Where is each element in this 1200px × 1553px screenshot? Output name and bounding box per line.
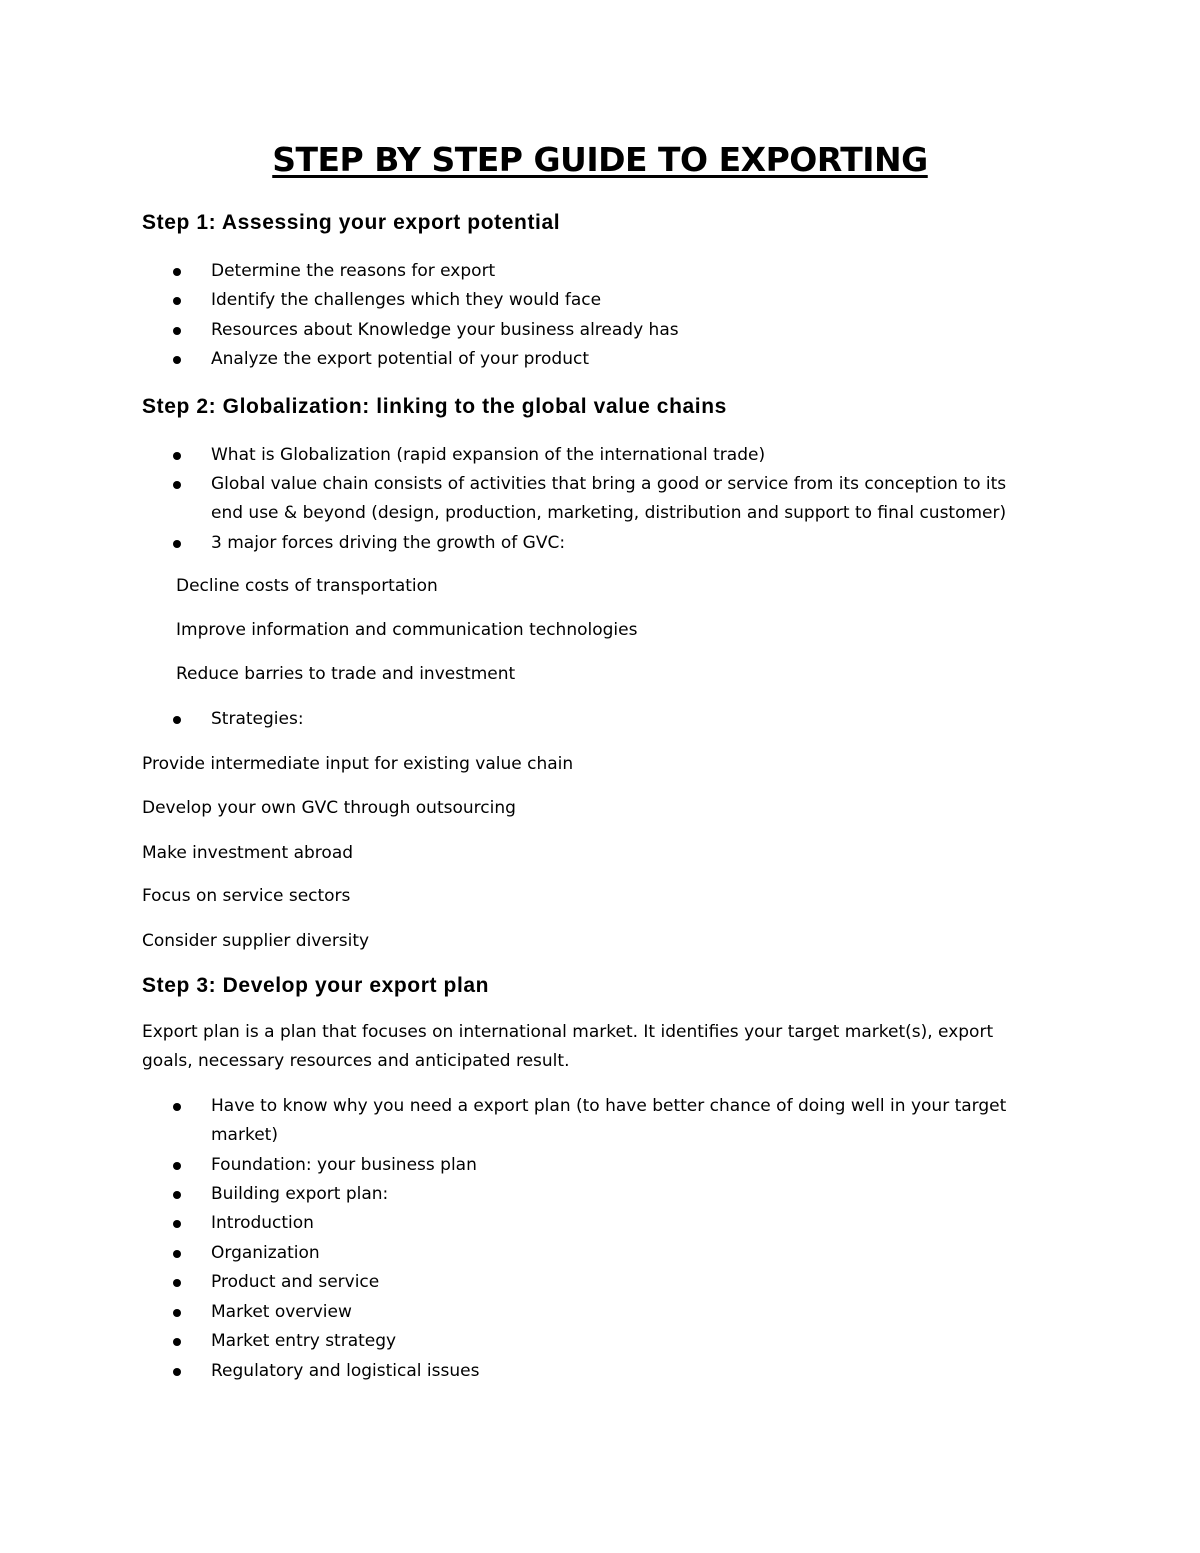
- bullet-icon: [173, 327, 181, 335]
- bullet-icon: [173, 1162, 181, 1170]
- paragraph-line: goals, necessary resources and anticipated result.: [142, 1051, 570, 1071]
- strategy-item: Make investment abroad: [142, 843, 354, 863]
- list-item-continuation: end use & beyond (design, production, marketing, distribution and support to final customer): [211, 503, 1007, 523]
- document-page: STEP BY STEP GUIDE TO EXPORTING Step 1: Assessing your export potential Determine the reasons for export Identify the challenges which they would face Resources about Knowledge your business already has Analyze the export potential of your product Step 2: Globalization: linking to the global value chains What is Globalization (rapid expansion of the international trade) Global value chain consists of activities that bring a good or service from its conception to its end use & beyond (design, production, marketing, distribution and support to final customer) 3 major forces driving the growth of GVC: Decline costs of transportation Improve information and communication technologies Reduce barries to trade and investment Strategies: Provide intermediate input for existing value chain Develop your own GVC through outsourcing Make investment abroad Focus on service sectors Consider supplier diversity Step 3: Develop your export plan Export plan is a plan that focuses on international market. It identifies your target market(s), export goals, necessary resources and anticipated result. Have to know why you need a export plan (to have better chance of doing well in your target market) Foundation: your business plan Building export plan: Introduction Organization Product and service Market overview Market entry strategy Regulatory and logistical issues: [0, 0, 1200, 1553]
- step-1-heading: Step 1: Assessing your export potential: [142, 211, 561, 234]
- bullet-icon: [173, 297, 181, 305]
- list-item-continuation: market): [211, 1125, 278, 1145]
- bullet-icon: [173, 1103, 181, 1111]
- bullet-icon: [173, 1338, 181, 1346]
- bullet-icon: [173, 1279, 181, 1287]
- step-2-heading: Step 2: Globalization: linking to the global value chains: [142, 395, 727, 418]
- strategy-item: Focus on service sectors: [142, 886, 351, 906]
- bullet-icon: [173, 356, 181, 364]
- step-3-heading: Step 3: Develop your export plan: [142, 974, 490, 997]
- strategy-item: Develop your own GVC through outsourcing: [142, 798, 516, 818]
- bullet-icon: [173, 268, 181, 276]
- bullet-icon: [173, 1191, 181, 1199]
- document-title: STEP BY STEP GUIDE TO EXPORTING: [272, 140, 928, 179]
- paragraph-line: Export plan is a plan that focuses on international market. It identifies your target market(s), export: [142, 1022, 994, 1042]
- strategy-item: Provide intermediate input for existing value chain: [142, 754, 574, 774]
- bullet-icon: [173, 481, 181, 489]
- force-item: Reduce barries to trade and investment: [176, 664, 516, 684]
- bullet-icon: [173, 452, 181, 460]
- bullet-icon: [173, 1220, 181, 1228]
- strategy-item: Consider supplier diversity: [142, 931, 370, 951]
- bullet-icon: [173, 1250, 181, 1258]
- bullet-icon: [173, 540, 181, 548]
- bullet-icon: [173, 1309, 181, 1317]
- bullet-icon: [173, 716, 181, 724]
- force-item: Decline costs of transportation: [176, 576, 438, 596]
- force-item: Improve information and communication technologies: [176, 620, 638, 640]
- bullet-icon: [173, 1368, 181, 1376]
